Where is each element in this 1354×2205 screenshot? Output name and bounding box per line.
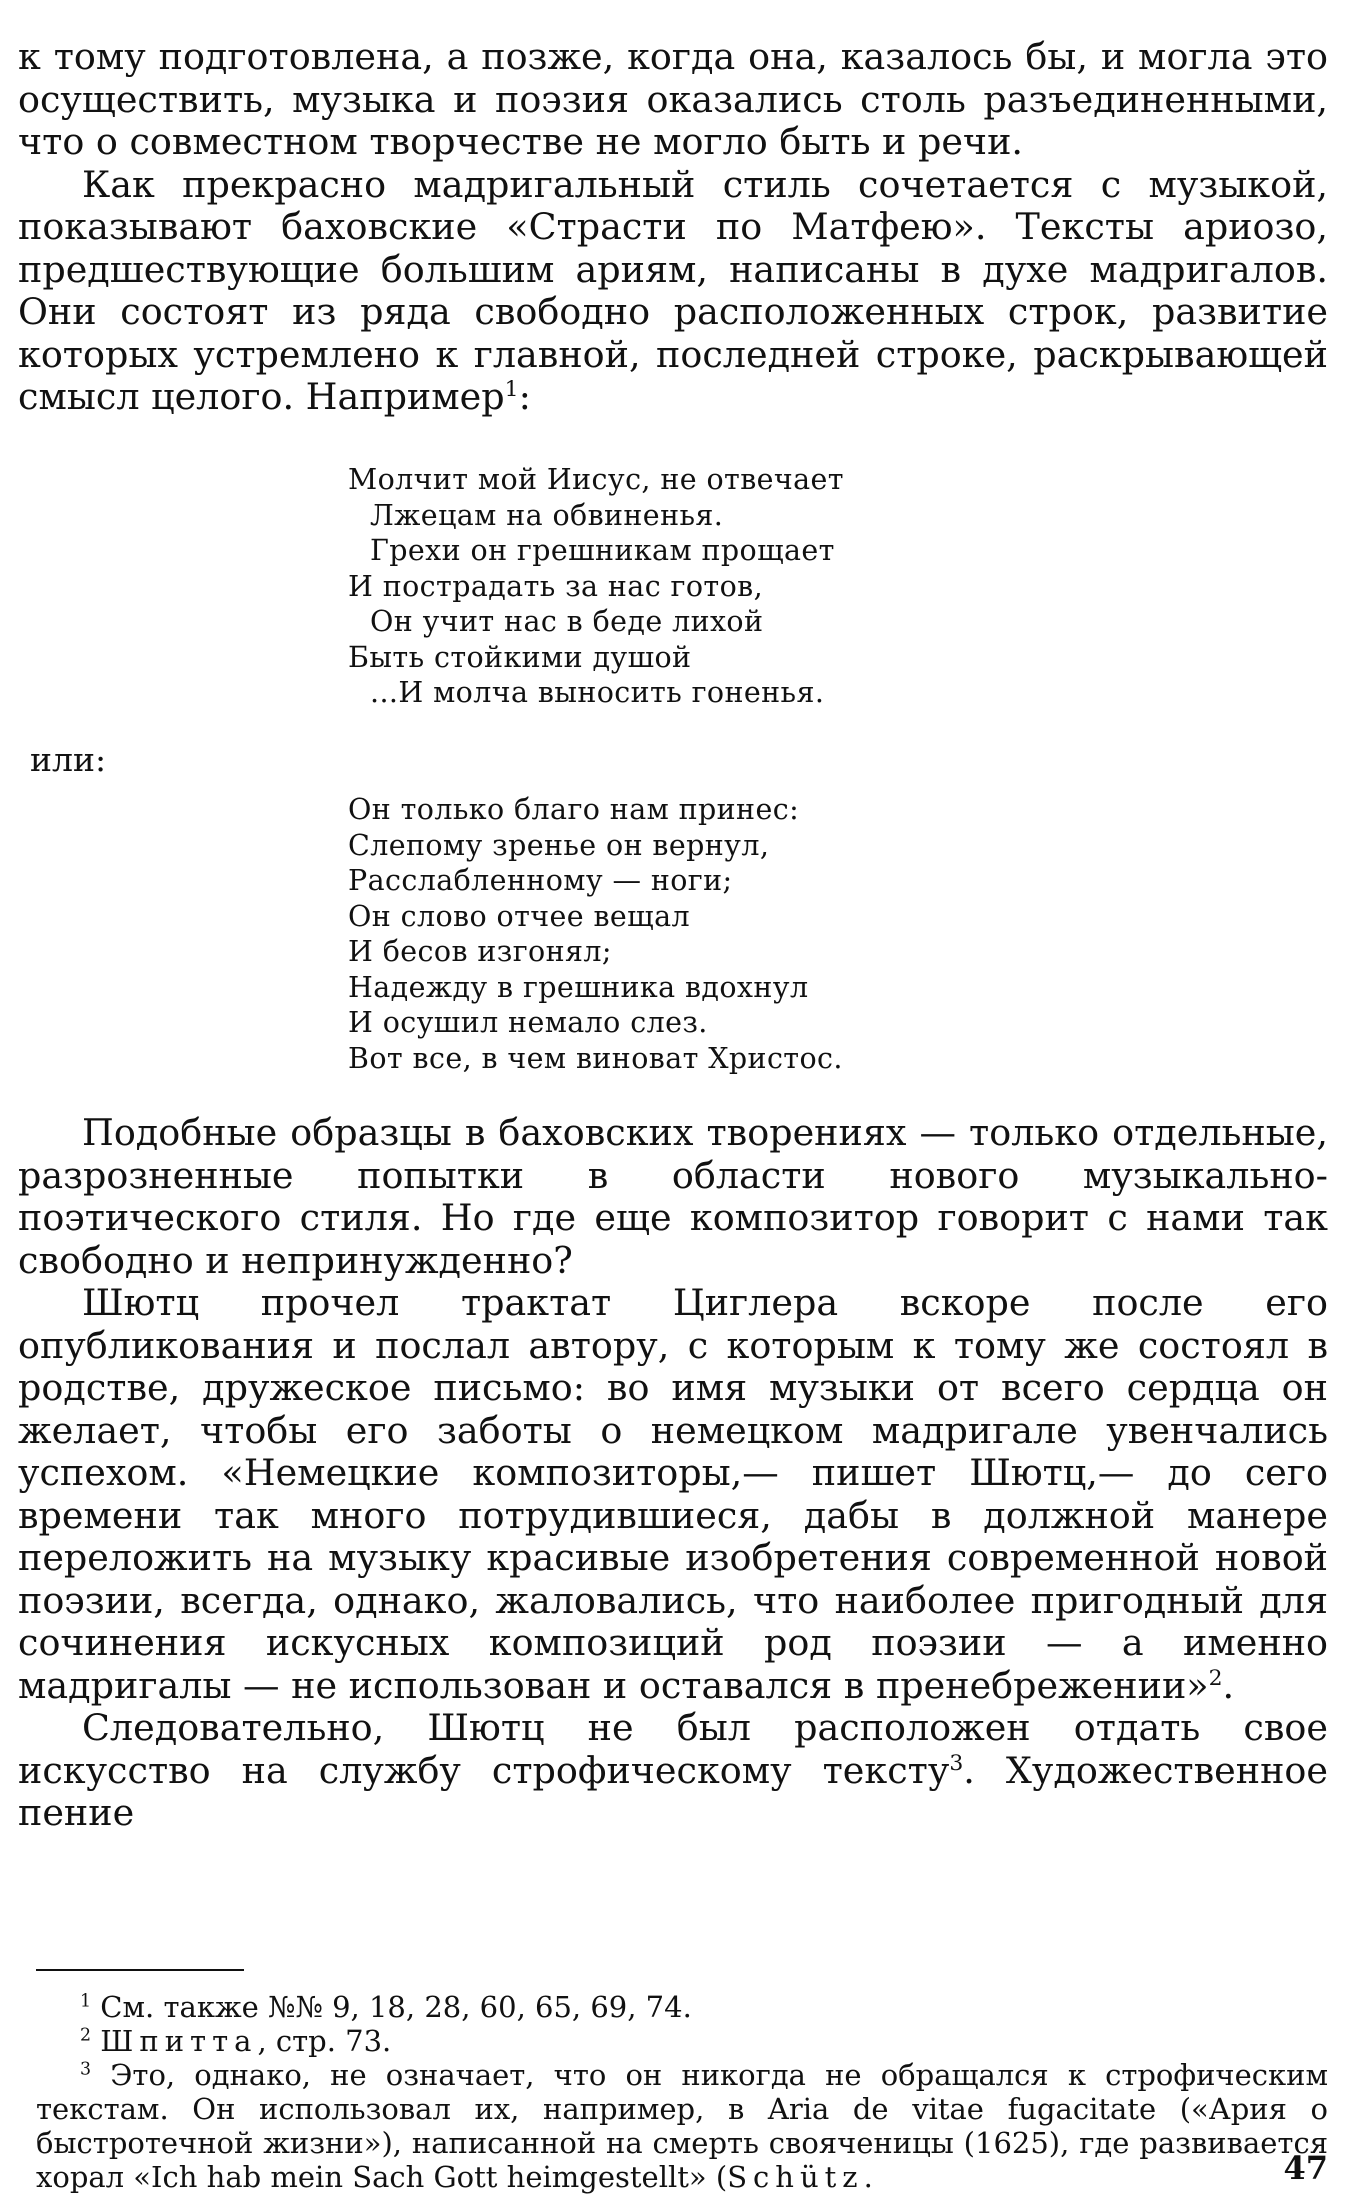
page-number: 47 — [1283, 2149, 1328, 2187]
connector-word: или: — [30, 740, 107, 779]
paragraph-3 — [18, 1112, 1328, 1282]
verse-2-line: Расслабленному — ноги; — [348, 864, 733, 897]
paragraph-4-text: Шютц прочел трактат Циглера вскоре после его опубликования и послал автору, с которым к тому же состоял в родстве, дружеское письмо: во имя музыки от всего сердца он желает, чтобы его заботы о немецком мадригале увенчались успехом. «Немецкие композиторы,— пишет Шютц,— до сего времени так много потрудившиеся, дабы в должной манере переложить на музыку красивые изобретения современной новой поэзии, всегда, однако, жаловались, что наиболее пригодный для сочинения искусных композиций род поэзии — а именно мадригалы — не использован и оставался в пренебрежении» — [18, 1281, 1328, 1707]
main-text-bottom — [18, 1112, 1328, 1835]
paragraph-1-text: к тому подготовлена, а позже, когда она, казалось бы, и могла это осуществить, музыка и поэзия оказались столь разъединенными, что о совместном творчестве не могло быть и речи. — [18, 35, 1328, 163]
verse-2-line: И осушил немало слез. — [348, 1006, 708, 1039]
paragraph-2-end: : — [518, 375, 531, 418]
verse-1-line: Он учит нас в беде лихой — [370, 605, 764, 638]
footnote-3-text: Это, однако, не означает, что он никогда не обращался к строфическим текстам. Он использовал их, например, в Aria de vitae fugacitate («Ария о быстротечной жизни»), написанной на смерть свояченицы (1625), где развивается хорал «Ich hab mein Sach Gott heimgestellt» ( — [36, 2058, 1329, 2194]
paragraph-3-text: Подобные образцы в баховских творениях — только отдельные, разрозненные попытки в области нового музыкально-поэтического стиля. Но где еще композитор говорит с нами так свободно и непринужденно? — [18, 1111, 1328, 1282]
paragraph-5-text: Следовательно, Шютц не был расположен отдать свое искусство на службу строфическому тексту — [18, 1706, 1328, 1792]
verse-1-line: И пострадать за нас готов, — [348, 569, 764, 603]
verse-block-2 — [348, 792, 968, 1076]
footnote-1-text: См. также №№ 9, 18, 28, 60, 65, 69, 74. — [100, 1990, 692, 2024]
verse-block-1 — [348, 462, 968, 711]
verse-2-line: Он только благо нам принес: — [348, 793, 800, 826]
footnote-1-mark: 1 — [80, 1991, 92, 2012]
footnote-3-author: Schütz — [727, 2160, 864, 2194]
main-text-top — [18, 36, 1328, 419]
verse-2-line: Он слово отчее вещал — [348, 899, 690, 933]
verse-1-line: ...И молча выносить гоненья. — [370, 676, 825, 709]
verse-1-line: Молчит мой Иисус, не отвечает — [348, 463, 844, 496]
footnote-2-mark: 2 — [80, 2025, 92, 2046]
footnote-1 — [36, 1990, 1328, 2024]
paragraph-5 — [18, 1707, 1328, 1835]
footnote-ref-3: 3 — [949, 1750, 964, 1776]
footnote-ref-1: 1 — [504, 376, 519, 402]
verse-2-line: И бесов изгонял; — [348, 935, 612, 968]
footnotes — [36, 1990, 1328, 2194]
footnote-2 — [36, 2024, 1328, 2058]
verse-2-line: Надежду в грешника вдохнул — [348, 970, 809, 1004]
paragraph-4-end: . — [1222, 1663, 1235, 1707]
verse-2-line: Вот все, в чем виноват Христос. — [348, 1041, 843, 1075]
footnote-3-end: . — [863, 2160, 873, 2194]
paragraph-5-end: . Художественное пение — [18, 1748, 1328, 1834]
footnote-ref-2: 2 — [1208, 1665, 1223, 1691]
footnote-3-mark: 3 — [80, 2059, 92, 2080]
footnote-divider — [36, 1969, 244, 1971]
footnote-2-author: Шпитта — [100, 2024, 258, 2058]
verse-1-line: Лжецам на обвиненья. — [370, 498, 724, 532]
paragraph-1 — [18, 36, 1328, 164]
footnote-2-text: , стр. 73. — [257, 2024, 392, 2058]
paragraph-2 — [18, 164, 1328, 419]
verse-1-line: Грехи он грешникам прощает — [370, 534, 835, 567]
verse-2-line: Слепому зренье он вернул, — [348, 828, 770, 862]
verse-1-line: Быть стойкими душой — [348, 640, 692, 674]
paragraph-2-text: Как прекрасно мадригальный стиль сочетается с музыкой, показывают баховские «Страсти по Матфею». Тексты ариозо, предшествующие большим ариям, написаны в духе мадригалов. Они состоят из ряда свободно расположенных строк, развитие которых устремлено к главной, последней строке, раскрывающей смысл целого. Например — [18, 162, 1328, 418]
paragraph-4 — [18, 1282, 1328, 1707]
footnote-3 — [36, 2058, 1328, 2194]
